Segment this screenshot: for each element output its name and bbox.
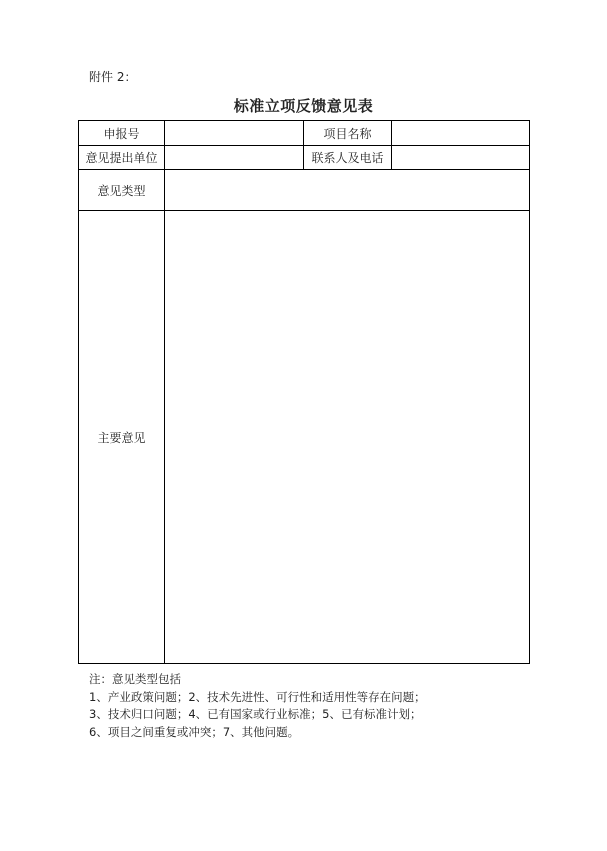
notes-section — [89, 671, 426, 741]
project-name-field[interactable] — [392, 121, 530, 146]
contact-field[interactable] — [392, 146, 530, 170]
form-row-application — [79, 121, 530, 146]
opinion-type-label: 意见类型 — [79, 170, 165, 211]
opinion-type-field[interactable] — [165, 170, 530, 211]
form-title: 标准立项反馈意见表 — [233, 97, 374, 115]
contact-label: 联系人及电话 — [304, 146, 392, 170]
application-no-field[interactable] — [165, 121, 304, 146]
notes-line-3: 6、项目之间重复或冲突；7、其他问题。 — [89, 724, 300, 739]
notes-line-2: 3、技术归口问题；4、已有国家或行业标准；5、已有标准计划； — [89, 707, 422, 721]
application-no-label: 申报号 — [79, 121, 165, 146]
form-row-opinion-type — [79, 170, 530, 211]
form-row-unit — [79, 146, 530, 170]
project-name-label: 项目名称 — [304, 121, 392, 146]
feedback-form-table — [78, 120, 530, 664]
attachment-label: 附件 2： — [89, 70, 137, 84]
main-opinion-field[interactable] — [165, 211, 530, 664]
notes-line-1: 1、产业政策问题；2、技术先进性、可行性和适用性等存在问题； — [89, 689, 426, 704]
main-opinion-label: 主要意见 — [79, 211, 165, 664]
submitting-unit-field[interactable] — [165, 146, 304, 170]
submitting-unit-label: 意见提出单位 — [79, 146, 165, 170]
notes-heading: 注：意见类型包括 — [89, 672, 181, 686]
form-row-main-opinion — [79, 211, 530, 664]
